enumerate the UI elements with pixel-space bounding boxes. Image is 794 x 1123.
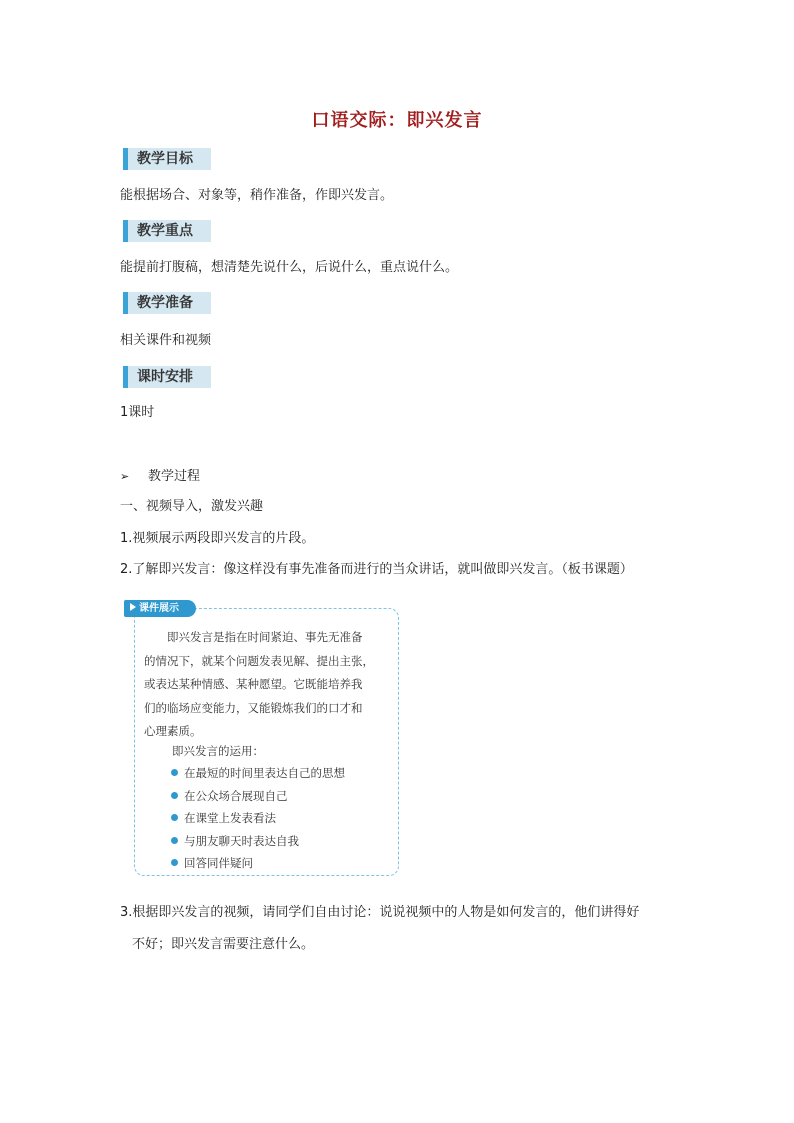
section-heading-preparation: 教学准备 (123, 292, 211, 314)
bullet-dot-icon (171, 769, 178, 776)
card-paragraph-line: 心理素质。 (144, 724, 202, 738)
process-step-1: 1.视频展示两段即兴发言的片段。 (120, 531, 315, 546)
usage-list (171, 762, 345, 875)
list-item (171, 785, 345, 808)
process-step-2: 2.了解即兴发言：像这样没有事先准备而进行的当众讲话，就叫做即兴发言。（板书课题） (120, 562, 633, 577)
process-heading-label: 教学过程 (148, 469, 201, 484)
section-text-goals: 能根据场合、对象等，稍作准备，作即兴发言。 (120, 188, 394, 203)
courseware-tag-label: 课件展示 (139, 603, 179, 614)
courseware-card (124, 600, 401, 878)
list-item (171, 762, 345, 785)
card-paragraph-line: 们的临场应变能力，又能锻炼我们的口才和 (144, 700, 363, 715)
list-item (171, 807, 345, 830)
card-paragraph (144, 626, 394, 744)
bullet-dot-icon (171, 837, 178, 844)
section-text-schedule: 1课时 (120, 405, 155, 420)
list-item-text: 在最短的时间里表达自己的思想 (184, 766, 345, 780)
arrow-bullet-icon: ➢ (120, 470, 130, 483)
bullet-dot-icon (171, 859, 178, 866)
list-item-text: 与朋友聊天时表达自我 (184, 833, 299, 848)
bullet-dot-icon (171, 792, 178, 799)
section-heading-goals: 教学目标 (123, 148, 211, 170)
section-heading-focus: 教学重点 (123, 220, 211, 242)
bullet-dot-icon (171, 814, 178, 821)
process-step-3-line-1: 3.根据即兴发言的视频，请同学们自由讨论：说说视频中的人物是如何发言的，他们讲得好 (120, 905, 640, 920)
card-subheading: 即兴发言的运用： (172, 744, 264, 758)
section-text-preparation: 相关课件和视频 (120, 333, 212, 348)
process-step-3-line-2: 不好；即兴发言需要注意什么。 (132, 937, 315, 952)
courseware-tag (124, 600, 196, 617)
document-title: 口语交际：即兴发言 (311, 110, 483, 131)
list-item (171, 852, 345, 875)
list-item-text: 在课堂上发表看法 (184, 811, 276, 825)
card-paragraph-line: 的情况下，就某个问题发表见解、提出主张， (144, 653, 374, 668)
card-paragraph-line: 即兴发言是指在时间紧迫、事先无准备 (144, 630, 363, 644)
process-part-one: 一、视频导入，激发兴趣 (120, 499, 264, 514)
list-item (171, 830, 345, 853)
process-heading (120, 467, 200, 487)
section-heading-schedule: 课时安排 (123, 366, 211, 388)
play-triangle-icon (130, 603, 136, 611)
card-paragraph-line: 或表达某种情感、某种愿望。它既能培养我 (144, 677, 363, 691)
section-text-focus: 能提前打腹稿，想清楚先说什么，后说什么，重点说什么。 (120, 260, 459, 275)
list-item-text: 在公众场合展现自己 (184, 788, 288, 803)
list-item-text: 回答同伴疑问 (184, 856, 253, 870)
